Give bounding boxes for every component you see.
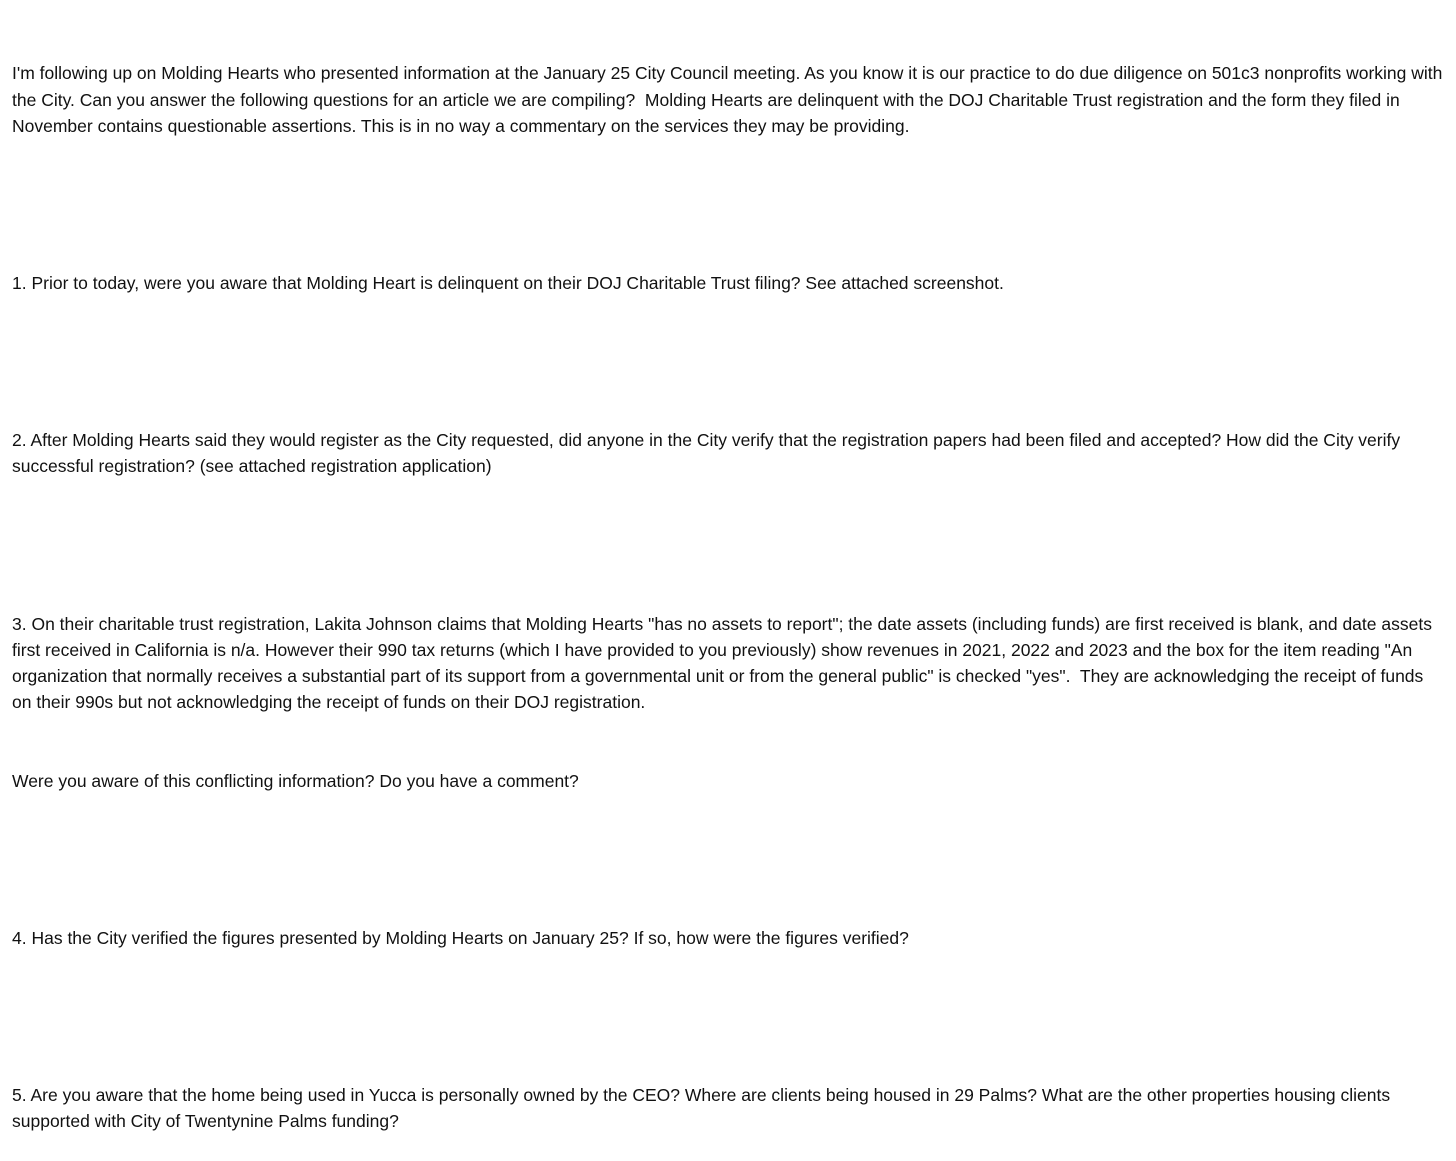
question-4: 4. Has the City verified the figures presented by Molding Hearts on January 25? If so, how were the figures verified?	[12, 928, 909, 949]
question-5: 5. Are you aware that the home being used in Yucca is personally owned by the CEO? Where are clients being housed in 29 Palms? What are the other properties housing clients supported with City of Twentynine Palms funding?	[12, 1085, 1395, 1132]
paragraph-spacer	[12, 846, 1444, 872]
paragraph-spacer	[12, 191, 1444, 217]
paragraph-spacer	[12, 532, 1444, 558]
paragraph-spacer	[12, 1004, 1444, 1030]
intro-paragraph: I'm following up on Molding Hearts who presented information at the January 25 City Council meeting. As you know it is our practice to do due diligence on 501c3 nonprofits working with the City. Can you answer the following questions for an article we are compiling? Molding Hearts are delinquent with the DOJ Charitable Trust registration and the form they filed in November contains questionable assertions. This is in no way a commentary on the services they may be providing.	[12, 63, 1448, 136]
question-1: 1. Prior to today, were you aware that Molding Heart is delinquent on their DOJ Charitable Trust filing? See attached screenshot.	[12, 273, 1004, 294]
question-3: 3. On their charitable trust registration, Lakita Johnson claims that Molding Hearts "has no assets to report"; the date assets (including funds) are first received is blank, and date assets first received in California is n/a. However their 990 tax returns (which I have provided to you previously) show revenues in 2021, 2022 and 2023 and the box for the item reading "An organization that normally receives a substantial part of its support from a governmental unit or from the general public" is checked "yes". They are acknowledging the receipt of funds on their 990s but not acknowledging the receipt of funds on their DOJ registration.	[12, 613, 1437, 713]
question-2: 2. After Molding Hearts said they would register as the City requested, did anyone in the City verify that the registration papers had been filed and accepted? How did the City verify successful registration? (see attached registration application)	[12, 430, 1405, 477]
question-3-followup: Were you aware of this conflicting information? Do you have a comment?	[12, 770, 579, 791]
paragraph-spacer	[12, 349, 1444, 375]
